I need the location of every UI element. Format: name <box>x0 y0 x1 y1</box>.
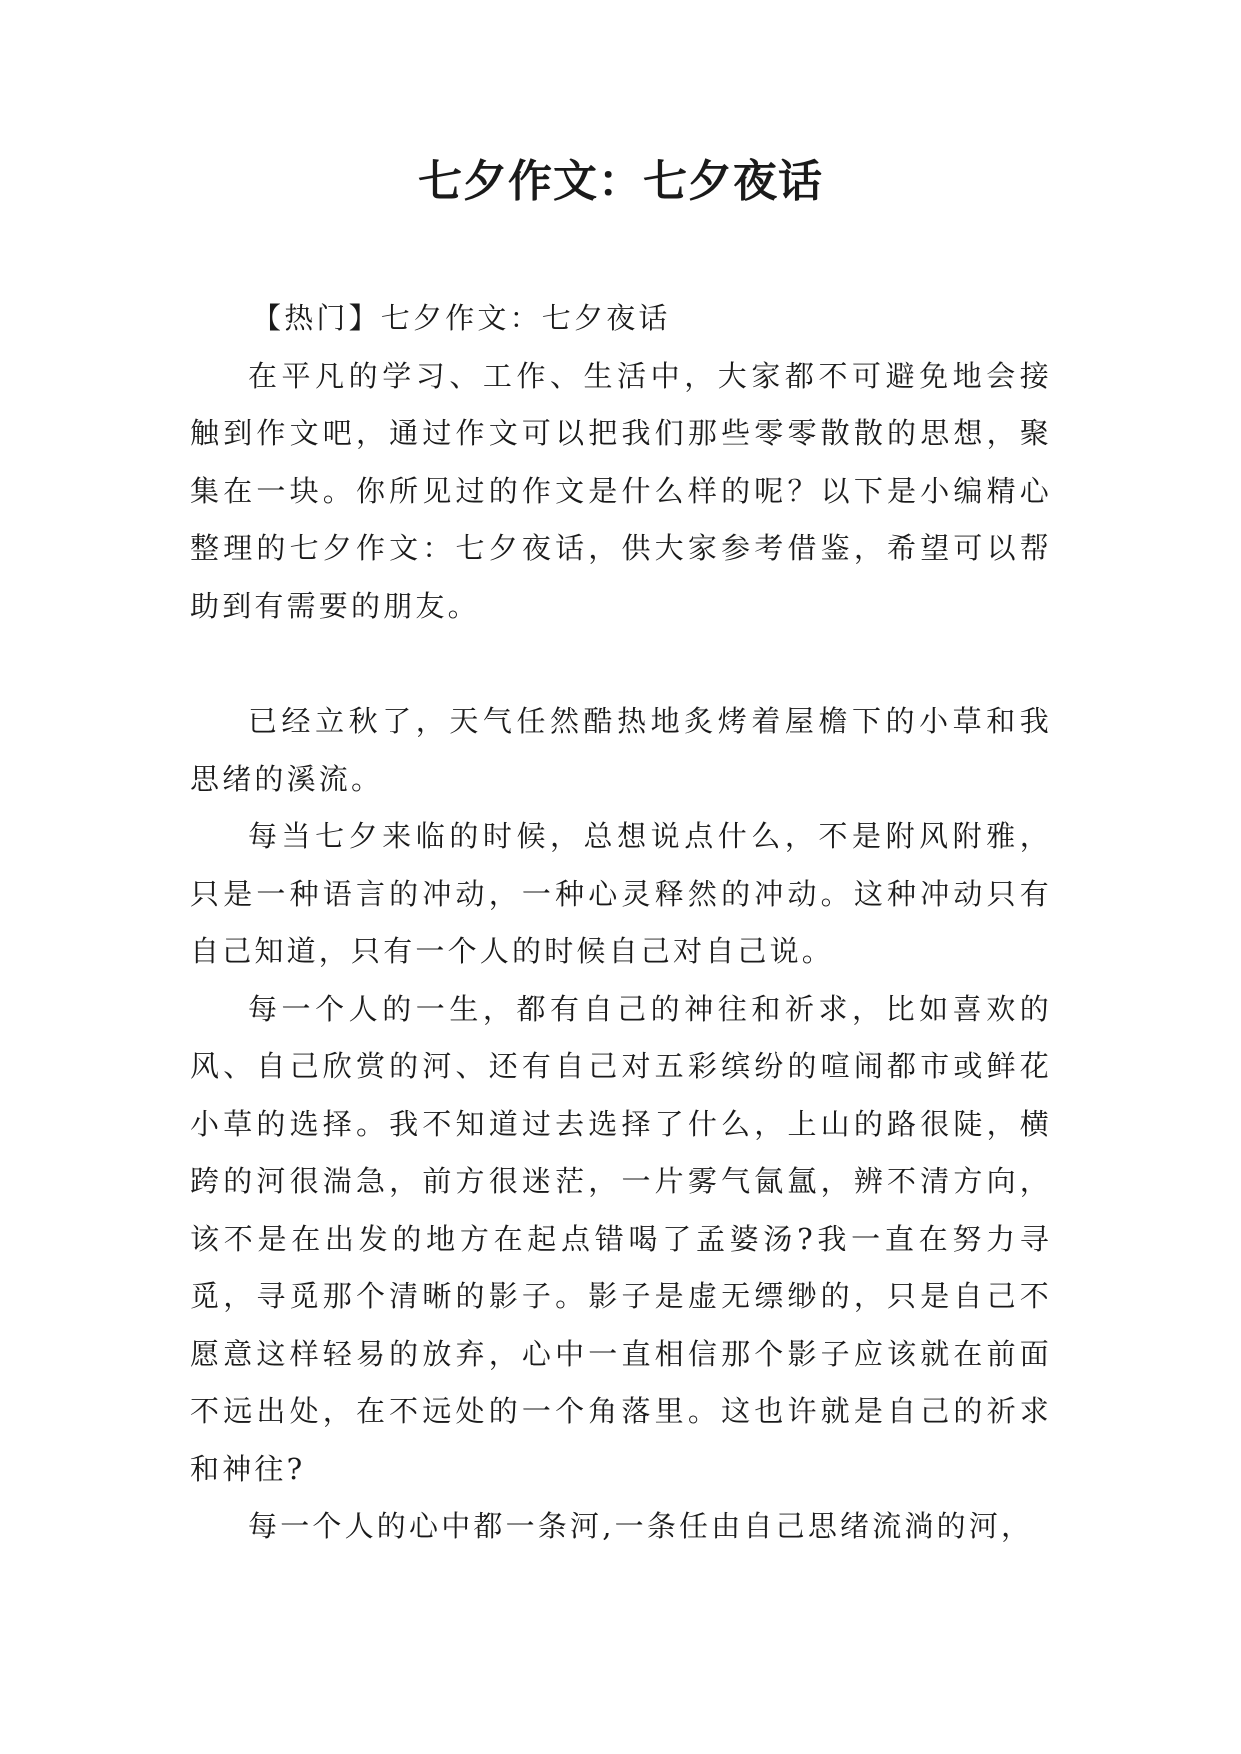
intro-paragraph: 在平凡的学习、工作、生活中，大家都不可避免地会接触到作文吧，通过作文可以把我们那些零零散散的思想，聚集在一块。你所见过的作文是什么样的呢？以下是小编精心整理的七夕作文：七夕夜话，供大家参考借鉴，希望可以帮助到有需要的朋友。 <box>190 358 1052 623</box>
body-paragraph-3: 每一个人的一生，都有自己的神往和祈求，比如喜欢的风、自己欣赏的河、还有自己对五彩缤纷的喧闹都市或鲜花小草的选择。我不知道过去选择了什么，上山的路很陡，横跨的河很湍急，前方很迷茫，一片雾气氤氲，辨不清方向，该不是在出发的地方在起点错喝了孟婆汤?我一直在努力寻觅，寻觅那个清晰的影子。影子是虚无缥缈的，只是自己不愿意这样轻易的放弃，心中一直相信那个影子应该就在前面不远出处，在不远处的一个角落里。这也许就是自己的祈求和神往? <box>190 991 1052 1486</box>
body-paragraph-1: 已经立秋了，天气任然酷热地炙烤着屋檐下的小草和我思绪的溪流。 <box>190 704 1052 796</box>
tag-line: 【热门】七夕作文：七夕夜话 <box>252 301 671 335</box>
body-paragraph-4: 每一个人的心中都一条河,一条任由自己思绪流淌的河， <box>248 1509 1034 1543</box>
document-title: 七夕作文：七夕夜话 <box>418 156 823 207</box>
body-paragraph-2: 每当七夕来临的时候，总想说点什么，不是附风附雅，只是一种语言的冲动，一种心灵释然的冲动。这种冲动只有自己知道，只有一个人的时候自己对自己说。 <box>190 819 1052 968</box>
paragraph-gap <box>190 635 1052 693</box>
document-body <box>190 290 1052 1556</box>
